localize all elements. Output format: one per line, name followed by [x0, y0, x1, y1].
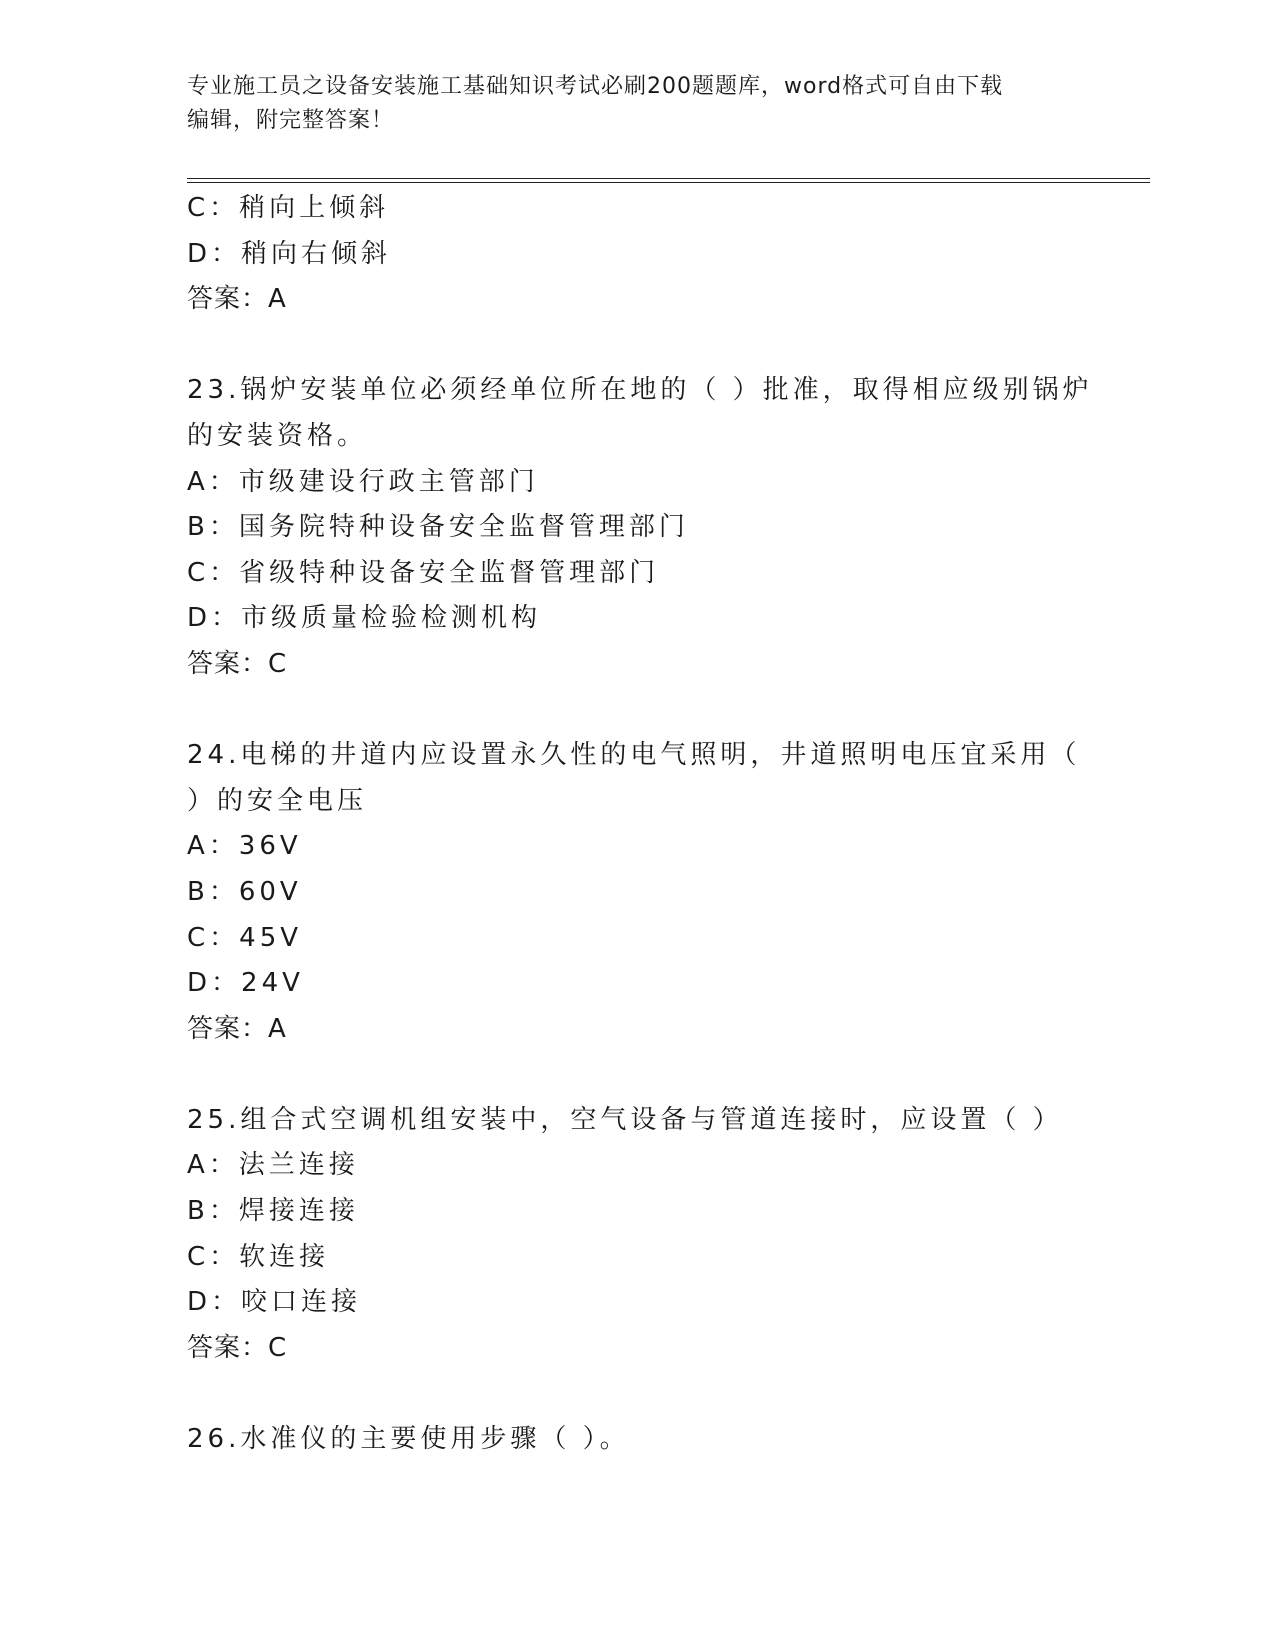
option-a: A：市级建设行政主管部门: [187, 466, 539, 497]
spacer: [187, 323, 1087, 369]
answer-line: 答案：A: [187, 1013, 287, 1044]
header-title-line-1: 专业施工员之设备安装施工基础知识考试必刷200题题库，word格式可自由下载: [187, 74, 1004, 99]
question-stem: 的安装资格。: [187, 420, 368, 451]
question-stem: 23.锅炉安装单位必须经单位所在地的（ ）批准，取得相应级别锅炉: [187, 375, 1093, 406]
answer-line: 答案：C: [187, 648, 288, 679]
option-c: C：稍向上倾斜: [187, 193, 390, 223]
spacer: [187, 1371, 1087, 1417]
question-22-continued: [187, 186, 1087, 323]
question-list: [187, 186, 1093, 1463]
question-stem: 24.电梯的井道内应设置永久性的电气照明，井道照明电压宜采用（: [187, 740, 1081, 771]
question-25: [187, 1098, 1087, 1372]
header-divider-top: [187, 178, 1150, 179]
option-d: D：咬口连接: [187, 1287, 362, 1318]
option-c: C：软连接: [187, 1241, 330, 1272]
option-d: D：稍向右倾斜: [187, 238, 392, 269]
question-24: [187, 733, 1087, 1052]
question-23: [187, 368, 1093, 687]
option-d: D：24V: [187, 968, 304, 999]
spacer: [187, 688, 1087, 734]
option-c: C：省级特种设备安全监督管理部门: [187, 557, 660, 588]
option-a: A：36V: [187, 831, 302, 862]
document-header: [187, 70, 1067, 138]
option-b: B：国务院特种设备安全监督管理部门: [187, 512, 689, 543]
spacer: [187, 1052, 1087, 1098]
answer-line: 答案：A: [187, 284, 287, 315]
option-a: A：法兰连接: [187, 1150, 359, 1181]
option-d: D：市级质量检验检测机构: [187, 603, 542, 634]
header-title-line-2: 编辑，附完整答案！: [187, 108, 395, 133]
option-c: C：45V: [187, 922, 303, 953]
question-stem: ）的安全电压: [187, 785, 368, 816]
header-divider-bottom: [187, 182, 1150, 183]
question-26: [187, 1417, 1087, 1463]
question-stem: 25.组合式空调机组安装中，空气设备与管道连接时，应设置（ ）: [187, 1104, 1063, 1135]
answer-line: 答案：C: [187, 1332, 288, 1363]
option-b: B：60V: [187, 876, 302, 907]
question-stem: 26.水准仪的主要使用步骤（ ）。: [187, 1424, 630, 1455]
option-b: B：焊接连接: [187, 1196, 359, 1227]
